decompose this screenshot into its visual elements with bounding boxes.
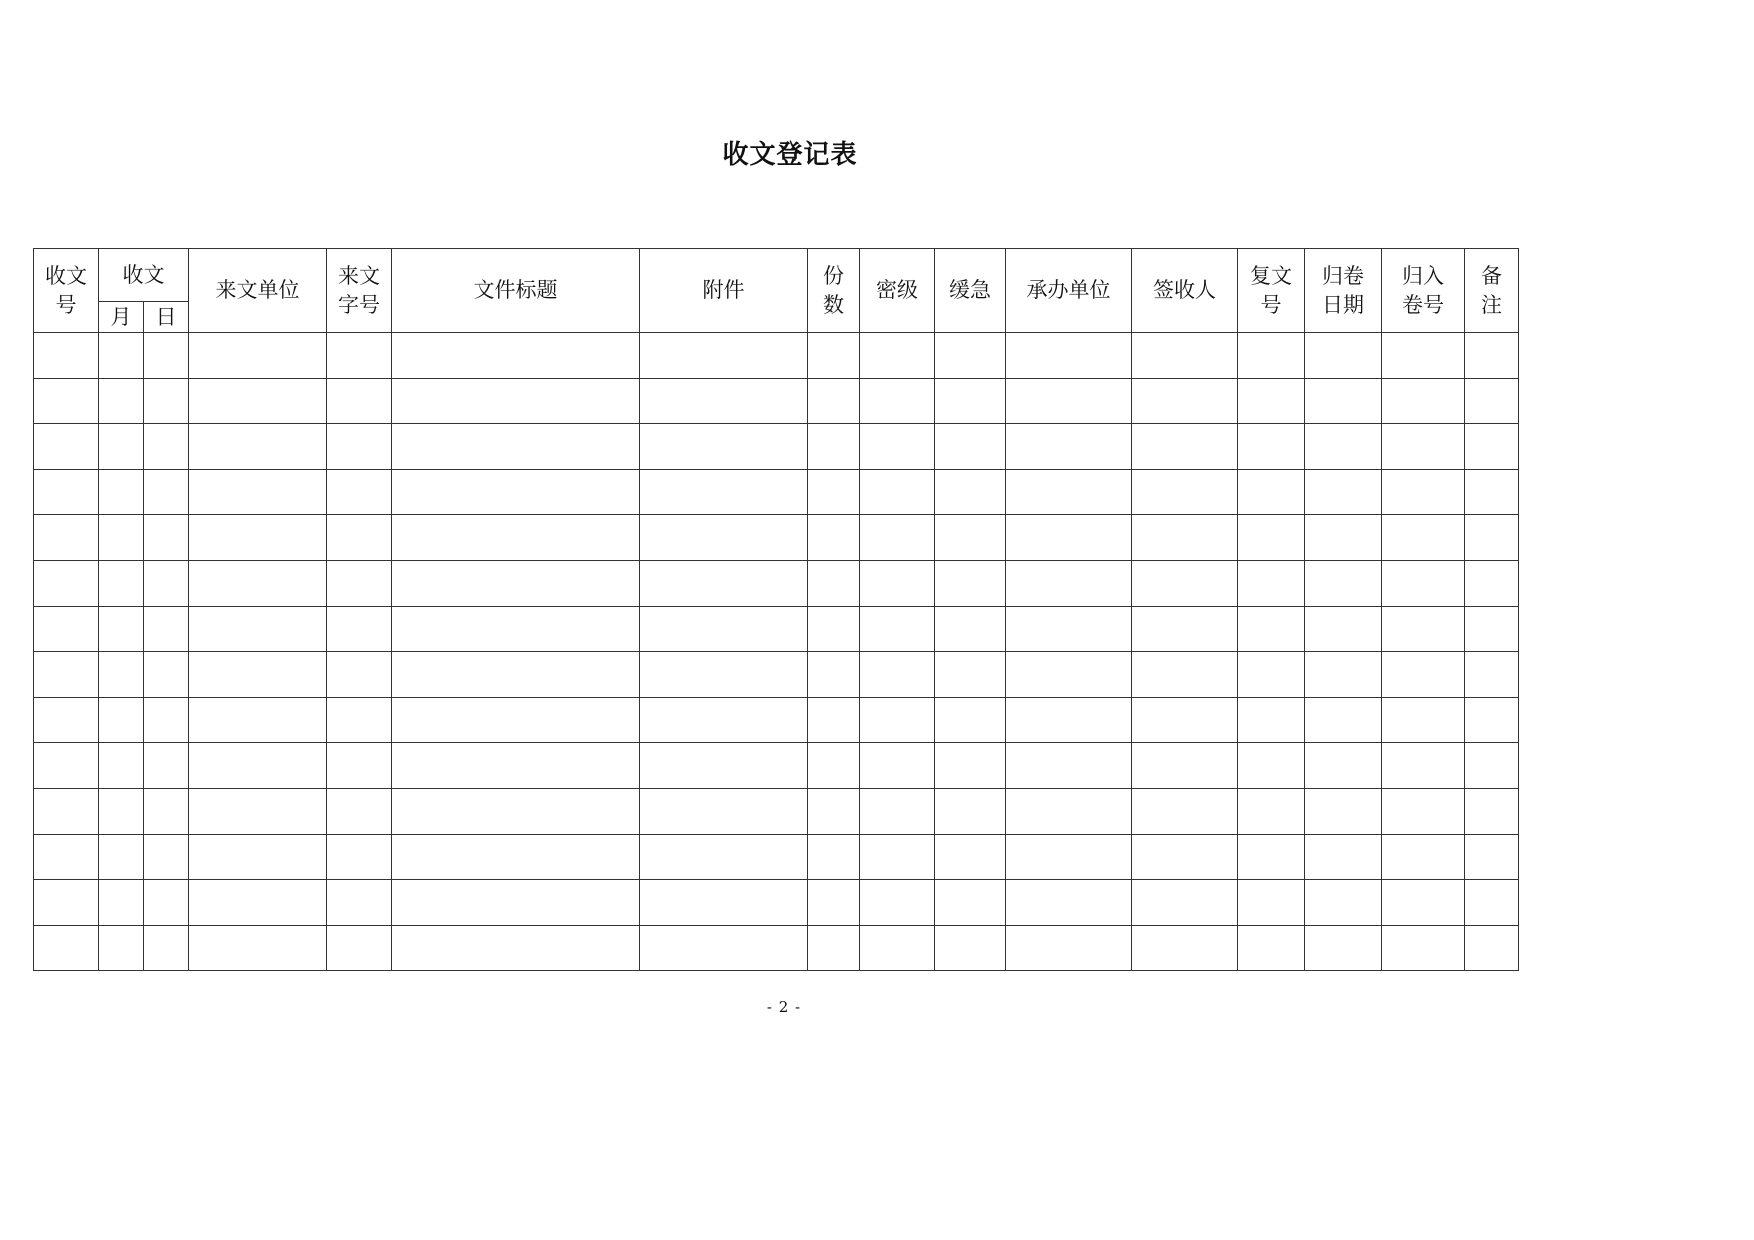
table-cell[interactable] — [144, 560, 189, 606]
table-cell[interactable] — [808, 606, 860, 652]
table-cell[interactable] — [1238, 652, 1305, 698]
header-copies: 份 数 — [808, 249, 860, 333]
table-cell[interactable] — [808, 424, 860, 470]
table-cell[interactable] — [1132, 424, 1238, 470]
table-cell[interactable] — [935, 834, 1006, 880]
table-cell[interactable] — [189, 788, 327, 834]
table-cell[interactable] — [640, 469, 808, 515]
table-cell[interactable] — [144, 925, 189, 971]
table-cell[interactable] — [392, 743, 640, 789]
table-cell[interactable] — [34, 333, 99, 379]
table-cell[interactable] — [189, 743, 327, 789]
page-number: - 2 - — [766, 998, 802, 1016]
table-cell[interactable] — [99, 834, 144, 880]
table-cell[interactable] — [860, 378, 935, 424]
table-cell[interactable] — [189, 333, 327, 379]
table-cell[interactable] — [1305, 652, 1382, 698]
table-header-row — [34, 249, 1519, 302]
table-cell[interactable] — [1465, 834, 1519, 880]
table-cell[interactable] — [860, 515, 935, 561]
table-cell[interactable] — [99, 333, 144, 379]
table-cell[interactable] — [860, 652, 935, 698]
table-cell[interactable] — [1382, 743, 1465, 789]
table-cell[interactable] — [1238, 743, 1305, 789]
table-cell[interactable] — [1305, 834, 1382, 880]
table-cell[interactable] — [189, 469, 327, 515]
table-cell[interactable] — [1238, 333, 1305, 379]
table-cell[interactable] — [935, 606, 1006, 652]
table-cell[interactable] — [1465, 469, 1519, 515]
table-cell[interactable] — [144, 378, 189, 424]
header-receipt-no: 收文 号 — [34, 249, 99, 333]
table-cell[interactable] — [808, 880, 860, 926]
table-cell[interactable] — [189, 880, 327, 926]
table-cell[interactable] — [1465, 880, 1519, 926]
table-cell[interactable] — [1238, 606, 1305, 652]
table-cell[interactable] — [640, 652, 808, 698]
table-cell[interactable] — [327, 560, 392, 606]
table-cell[interactable] — [34, 378, 99, 424]
table-cell[interactable] — [99, 880, 144, 926]
header-security-level: 密级 — [860, 249, 935, 333]
table-cell[interactable] — [808, 515, 860, 561]
table-cell[interactable] — [860, 560, 935, 606]
table-cell[interactable] — [935, 515, 1006, 561]
table-row — [34, 788, 1519, 834]
table-row — [34, 333, 1519, 379]
table-cell[interactable] — [327, 424, 392, 470]
table-cell[interactable] — [1382, 606, 1465, 652]
table-cell[interactable] — [1382, 378, 1465, 424]
table-cell[interactable] — [1238, 424, 1305, 470]
table-cell[interactable] — [99, 378, 144, 424]
table-cell[interactable] — [327, 378, 392, 424]
table-cell[interactable] — [1006, 424, 1132, 470]
table-cell[interactable] — [935, 880, 1006, 926]
table-row — [34, 697, 1519, 743]
table-cell[interactable] — [1465, 515, 1519, 561]
table-cell[interactable] — [1305, 880, 1382, 926]
table-cell[interactable] — [99, 788, 144, 834]
table-cell[interactable] — [808, 469, 860, 515]
table-cell[interactable] — [1305, 424, 1382, 470]
table-cell[interactable] — [1382, 515, 1465, 561]
table-cell[interactable] — [144, 333, 189, 379]
table-cell[interactable] — [1006, 834, 1132, 880]
table-row — [34, 743, 1519, 789]
table-cell[interactable] — [1465, 652, 1519, 698]
table-cell[interactable] — [1305, 743, 1382, 789]
table-row — [34, 880, 1519, 926]
header-reply-no: 复文 号 — [1238, 249, 1305, 333]
table-cell[interactable] — [1382, 925, 1465, 971]
page-title: 收文登记表 — [722, 140, 858, 170]
table-cell[interactable] — [640, 560, 808, 606]
table-cell[interactable] — [1465, 333, 1519, 379]
table-cell[interactable] — [1382, 834, 1465, 880]
table-cell[interactable] — [34, 880, 99, 926]
table-cell[interactable] — [99, 606, 144, 652]
table-cell[interactable] — [327, 606, 392, 652]
table-cell[interactable] — [1465, 606, 1519, 652]
table-cell[interactable] — [1132, 560, 1238, 606]
table-cell[interactable] — [1132, 743, 1238, 789]
table-cell[interactable] — [1465, 560, 1519, 606]
table-cell[interactable] — [34, 743, 99, 789]
table-cell[interactable] — [808, 560, 860, 606]
table-cell[interactable] — [808, 834, 860, 880]
table-cell[interactable] — [1006, 378, 1132, 424]
table-cell[interactable] — [1006, 788, 1132, 834]
table-cell[interactable] — [1305, 606, 1382, 652]
table-cell[interactable] — [1305, 515, 1382, 561]
table-cell[interactable] — [99, 925, 144, 971]
table-cell[interactable] — [1305, 788, 1382, 834]
header-doc-title: 文件标题 — [392, 249, 640, 333]
header-day: 日 — [144, 302, 189, 333]
table-cell[interactable] — [189, 606, 327, 652]
table-cell[interactable] — [808, 743, 860, 789]
table-row — [34, 378, 1519, 424]
table-cell[interactable] — [392, 925, 640, 971]
table-cell[interactable] — [808, 333, 860, 379]
table-cell[interactable] — [640, 880, 808, 926]
header-file-volume-no: 归入 卷号 — [1382, 249, 1465, 333]
table-cell[interactable] — [34, 560, 99, 606]
table-cell[interactable] — [34, 606, 99, 652]
table-cell[interactable] — [144, 697, 189, 743]
table-cell[interactable] — [935, 469, 1006, 515]
table-cell[interactable] — [189, 834, 327, 880]
table-cell[interactable] — [1305, 697, 1382, 743]
table-cell[interactable] — [99, 560, 144, 606]
table-cell[interactable] — [99, 652, 144, 698]
table-cell[interactable] — [392, 378, 640, 424]
header-month: 月 — [99, 302, 144, 333]
header-receipt-date: 收文 — [99, 249, 189, 302]
table-cell[interactable] — [392, 469, 640, 515]
table-cell[interactable] — [327, 515, 392, 561]
table-cell[interactable] — [99, 469, 144, 515]
table-cell[interactable] — [1132, 652, 1238, 698]
table-cell[interactable] — [1006, 743, 1132, 789]
table-cell[interactable] — [392, 424, 640, 470]
table-cell[interactable] — [935, 378, 1006, 424]
table-cell[interactable] — [1132, 834, 1238, 880]
table-cell[interactable] — [860, 880, 935, 926]
table-cell[interactable] — [1132, 880, 1238, 926]
table-cell[interactable] — [189, 424, 327, 470]
table-cell[interactable] — [640, 743, 808, 789]
table-cell[interactable] — [1238, 378, 1305, 424]
table-cell[interactable] — [144, 834, 189, 880]
table-cell[interactable] — [1382, 697, 1465, 743]
table-cell[interactable] — [144, 880, 189, 926]
table-cell[interactable] — [1238, 788, 1305, 834]
table-cell[interactable] — [1305, 378, 1382, 424]
table-cell[interactable] — [392, 834, 640, 880]
table-cell[interactable] — [327, 880, 392, 926]
table-cell[interactable] — [1238, 834, 1305, 880]
table-cell[interactable] — [860, 333, 935, 379]
table-cell[interactable] — [1238, 560, 1305, 606]
receipt-register-table — [33, 248, 1519, 971]
header-handling-unit: 承办单位 — [1006, 249, 1132, 333]
header-urgency: 缓急 — [935, 249, 1006, 333]
table-cell[interactable] — [99, 424, 144, 470]
table-cell[interactable] — [189, 697, 327, 743]
table-cell[interactable] — [1132, 925, 1238, 971]
header-sender-doc-no: 来文 字号 — [327, 249, 392, 333]
table-row — [34, 652, 1519, 698]
table-cell[interactable] — [34, 652, 99, 698]
table-cell[interactable] — [860, 788, 935, 834]
table-cell[interactable] — [935, 424, 1006, 470]
table-cell[interactable] — [392, 515, 640, 561]
table-row — [34, 925, 1519, 971]
header-remarks: 备 注 — [1465, 249, 1519, 333]
table-cell[interactable] — [144, 469, 189, 515]
table-cell[interactable] — [935, 560, 1006, 606]
header-signer: 签收人 — [1132, 249, 1238, 333]
table-cell[interactable] — [327, 743, 392, 789]
table-cell[interactable] — [1006, 925, 1132, 971]
table-cell[interactable] — [1006, 652, 1132, 698]
table-cell[interactable] — [144, 743, 189, 789]
table-cell[interactable] — [1305, 469, 1382, 515]
table-cell[interactable] — [392, 333, 640, 379]
table-cell[interactable] — [1382, 788, 1465, 834]
table-cell[interactable] — [935, 788, 1006, 834]
table-cell[interactable] — [189, 560, 327, 606]
table-cell[interactable] — [1382, 880, 1465, 926]
table-cell[interactable] — [1006, 697, 1132, 743]
table-cell[interactable] — [189, 652, 327, 698]
table-cell[interactable] — [860, 697, 935, 743]
table-cell[interactable] — [1465, 697, 1519, 743]
table-cell[interactable] — [640, 606, 808, 652]
table-cell[interactable] — [1382, 652, 1465, 698]
table-cell[interactable] — [1132, 515, 1238, 561]
table-cell[interactable] — [1465, 424, 1519, 470]
table-cell[interactable] — [935, 333, 1006, 379]
table-cell[interactable] — [327, 469, 392, 515]
table-cell[interactable] — [327, 652, 392, 698]
table-cell[interactable] — [392, 697, 640, 743]
header-sender-unit: 来文单位 — [189, 249, 327, 333]
table-cell[interactable] — [1465, 378, 1519, 424]
table-cell[interactable] — [860, 834, 935, 880]
table-cell[interactable] — [1006, 606, 1132, 652]
table-cell[interactable] — [99, 697, 144, 743]
table-cell[interactable] — [935, 697, 1006, 743]
table-cell[interactable] — [1238, 515, 1305, 561]
table-cell[interactable] — [935, 925, 1006, 971]
table-cell[interactable] — [1132, 378, 1238, 424]
table-cell[interactable] — [1132, 788, 1238, 834]
table-cell[interactable] — [935, 743, 1006, 789]
table-cell[interactable] — [1238, 697, 1305, 743]
table-cell[interactable] — [99, 515, 144, 561]
table-row — [34, 424, 1519, 470]
table-cell[interactable] — [34, 788, 99, 834]
table-cell[interactable] — [144, 515, 189, 561]
table-cell[interactable] — [1382, 424, 1465, 470]
table-cell[interactable] — [1238, 880, 1305, 926]
table-cell[interactable] — [935, 652, 1006, 698]
table-row — [34, 606, 1519, 652]
header-filing-date: 归卷 日期 — [1305, 249, 1382, 333]
table-cell[interactable] — [860, 469, 935, 515]
table-cell[interactable] — [1305, 560, 1382, 606]
table-cell[interactable] — [1006, 333, 1132, 379]
table-cell[interactable] — [1238, 925, 1305, 971]
table-cell[interactable] — [392, 652, 640, 698]
table-cell[interactable] — [144, 788, 189, 834]
table-cell[interactable] — [860, 743, 935, 789]
table-cell[interactable] — [1382, 333, 1465, 379]
table-cell[interactable] — [640, 515, 808, 561]
table-cell[interactable] — [189, 925, 327, 971]
table-cell[interactable] — [640, 424, 808, 470]
table-cell[interactable] — [640, 925, 808, 971]
table-cell[interactable] — [640, 788, 808, 834]
table-cell[interactable] — [144, 424, 189, 470]
table-row — [34, 834, 1519, 880]
table-cell[interactable] — [392, 560, 640, 606]
table-cell[interactable] — [1382, 560, 1465, 606]
table-cell[interactable] — [327, 333, 392, 379]
table-cell[interactable] — [327, 697, 392, 743]
table-cell[interactable] — [860, 925, 935, 971]
table-cell[interactable] — [1006, 880, 1132, 926]
table-cell[interactable] — [327, 788, 392, 834]
table-cell[interactable] — [808, 378, 860, 424]
table-cell[interactable] — [34, 834, 99, 880]
table-cell[interactable] — [1132, 469, 1238, 515]
table-cell[interactable] — [327, 925, 392, 971]
table-cell[interactable] — [144, 606, 189, 652]
header-attachment: 附件 — [640, 249, 808, 333]
table-cell[interactable] — [808, 697, 860, 743]
table-cell[interactable] — [34, 515, 99, 561]
table-cell[interactable] — [189, 515, 327, 561]
table-body — [34, 333, 1519, 971]
table-cell[interactable] — [1465, 788, 1519, 834]
table-cell[interactable] — [1238, 469, 1305, 515]
table-cell[interactable] — [144, 652, 189, 698]
table-cell[interactable] — [1465, 925, 1519, 971]
table-row — [34, 560, 1519, 606]
table-cell[interactable] — [860, 424, 935, 470]
table-cell[interactable] — [1382, 469, 1465, 515]
table-cell[interactable] — [860, 606, 935, 652]
table-cell[interactable] — [392, 880, 640, 926]
table-cell[interactable] — [392, 606, 640, 652]
table-cell[interactable] — [1006, 469, 1132, 515]
table-cell[interactable] — [640, 333, 808, 379]
table-cell[interactable] — [34, 469, 99, 515]
table-cell[interactable] — [1132, 606, 1238, 652]
table-cell[interactable] — [808, 652, 860, 698]
table-cell[interactable] — [640, 378, 808, 424]
table-row — [34, 515, 1519, 561]
table-cell[interactable] — [1305, 925, 1382, 971]
table-row — [34, 469, 1519, 515]
table-cell[interactable] — [1132, 697, 1238, 743]
table-cell[interactable] — [392, 788, 640, 834]
table-cell[interactable] — [1006, 515, 1132, 561]
table-cell[interactable] — [99, 743, 144, 789]
table-cell[interactable] — [640, 834, 808, 880]
table-cell[interactable] — [808, 925, 860, 971]
table-cell[interactable] — [1305, 333, 1382, 379]
table-cell[interactable] — [1465, 743, 1519, 789]
table-cell[interactable] — [34, 424, 99, 470]
table-cell[interactable] — [189, 378, 327, 424]
table-cell[interactable] — [1132, 333, 1238, 379]
table-cell[interactable] — [34, 925, 99, 971]
table-cell[interactable] — [1006, 560, 1132, 606]
table-cell[interactable] — [808, 788, 860, 834]
table-cell[interactable] — [640, 697, 808, 743]
table-cell[interactable] — [34, 697, 99, 743]
table-cell[interactable] — [327, 834, 392, 880]
